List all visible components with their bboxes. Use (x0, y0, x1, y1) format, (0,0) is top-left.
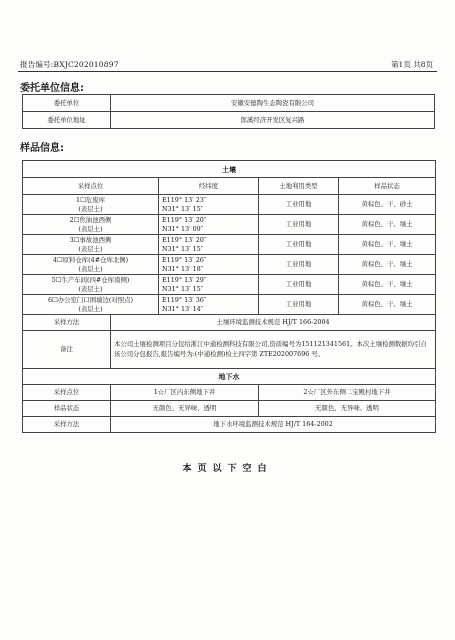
address-value: 郎溪经济开发区复兴路 (111, 112, 435, 129)
blank-below-notice: 本页以下空白 (182, 464, 273, 474)
table-row (23, 195, 436, 215)
soil-state: 黄棕色、干、砂土 (339, 195, 436, 215)
soil-title: 土壤 (23, 161, 436, 178)
table-row (23, 112, 435, 129)
soil-state: 黄棕色、干、壤土 (339, 295, 436, 315)
table-row (23, 385, 436, 401)
water-method-label: 采样方法 (23, 417, 111, 433)
table-row (23, 275, 436, 295)
soil-method-label: 采样方法 (23, 315, 111, 331)
note-value: 本公司土壤检测项目分包给浙江中通检测科技有限公司,资质编号为151121341561。本次土壤检测数据均引自该公司分包报告,报告编号为:(中通检测)检土四字第 ZTE202007696 号。 (111, 331, 436, 369)
water-state-label: 样品状态 (23, 401, 111, 417)
soil-point: 2☐焦油池西侧 (表层土) (23, 215, 159, 235)
groundwater-title: 地下水 (23, 369, 436, 385)
soil-land: 工业用地 (259, 255, 339, 275)
soil-coords: E119° 13′ 29″ N31° 13′ 15″ (159, 275, 259, 295)
soil-land: 工业用地 (259, 215, 339, 235)
note-label: 备注 (23, 331, 111, 369)
soil-coords: E119° 13′ 20″ N31° 13′ 09″ (159, 215, 259, 235)
table-row (23, 215, 436, 235)
address-label: 委托单位地址 (23, 112, 111, 129)
col-header-coords: 经纬度 (159, 178, 259, 195)
col-header-point: 采样点位 (23, 178, 159, 195)
table-row (23, 95, 435, 112)
client-table (22, 94, 435, 129)
soil-state: 黄棕色、干、壤土 (339, 275, 436, 295)
soil-land: 工业用地 (259, 195, 339, 215)
page-info: 第1页 共8页 (391, 60, 433, 69)
water-state-2: 无颜色、无异味、透明 (259, 401, 436, 417)
soil-point: 6☐办公室门口围墙边(对照点) (表层土) (23, 295, 159, 315)
water-point-1: 1☆厂区内东侧地下井 (111, 385, 259, 401)
sample-table (22, 160, 436, 433)
report-number: 报告编号:BXJC202010897 (20, 60, 119, 69)
soil-state: 黄棕色、干、壤土 (339, 215, 436, 235)
soil-coords: E119° 13′ 26″ N31° 13′ 18″ (159, 255, 259, 275)
table-row (23, 255, 436, 275)
client-value: 安徽安德陶生态陶瓷有限公司 (111, 95, 435, 112)
soil-coords: E119° 13′ 23″ N31° 13′ 15″ (159, 195, 259, 215)
soil-point: 5☐生产车间(四#仓库南侧) (表层土) (23, 275, 159, 295)
table-row (23, 235, 436, 255)
soil-state: 黄棕色、干、壤土 (339, 235, 436, 255)
water-point-label: 采样点位 (23, 385, 111, 401)
soil-point: 1☐危废库 (表层土) (23, 195, 159, 215)
soil-point: 4☐原料仓库(4#仓库北侧) (表层土) (23, 255, 159, 275)
soil-land: 工业用地 (259, 295, 339, 315)
soil-coords: E119° 13′ 20″ N31° 13′ 15″ (159, 235, 259, 255)
water-state-1: 无颜色、无异味、透明 (111, 401, 259, 417)
table-row (23, 295, 436, 315)
soil-land: 工业用地 (259, 275, 339, 295)
client-section-title: 委托单位信息: (20, 83, 84, 94)
col-header-state: 样品状态 (339, 178, 436, 195)
client-label: 委托单位 (23, 95, 111, 112)
soil-method-value: 土壤环境监测技术规范 HJ/T 166-2004 (111, 315, 436, 331)
soil-point: 3☐事故池西侧 (表层土) (23, 235, 159, 255)
table-row (23, 401, 436, 417)
col-header-land: 土地利用类型 (259, 178, 339, 195)
soil-state: 黄棕色、干、壤土 (339, 255, 436, 275)
header-divider (18, 71, 437, 72)
soil-coords: E119° 13′ 36″ N31° 13′ 14″ (159, 295, 259, 315)
sample-section-title: 样品信息: (20, 143, 64, 154)
soil-land: 工业用地 (259, 235, 339, 255)
water-point-2: 2☆厂区外东侧二宝殿村地下井 (259, 385, 436, 401)
water-method-value: 地下水环境监测技术规范 HJ/T 164-2002 (111, 417, 436, 433)
